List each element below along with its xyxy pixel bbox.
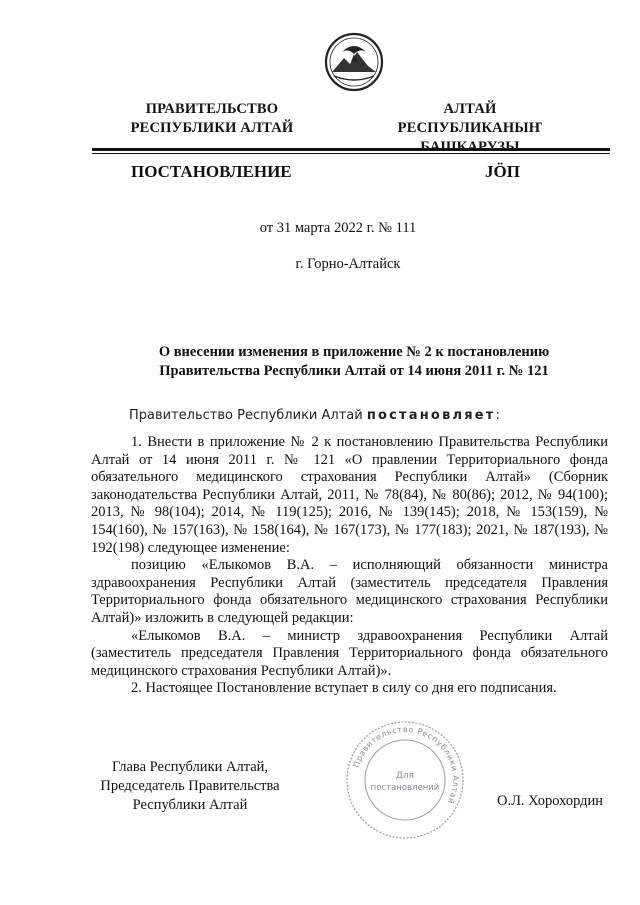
signature-line3: Республики Алтай bbox=[132, 797, 248, 813]
title-line2: Правительства Республики Алтай от 14 июня 2011 г. № 121 bbox=[159, 363, 549, 379]
header-divider bbox=[92, 148, 610, 154]
signatory-name: О.Л. Хорохордин bbox=[497, 793, 604, 809]
preamble-end: : bbox=[495, 408, 500, 423]
stamp-ring-text: Правительство Республики Алтай bbox=[351, 724, 461, 806]
header-left-line1: ПРАВИТЕЛЬСТВО bbox=[145, 101, 279, 117]
signature-line2: Председатель Правительства bbox=[100, 778, 280, 794]
doc-type-russian: ПОСТАНОВЛЕНИЕ bbox=[131, 162, 292, 181]
header-left bbox=[112, 100, 312, 138]
signature-line1: Глава Республики Алтай, bbox=[111, 759, 269, 775]
paragraph-1: 1. Внести в приложение № 2 к постановлению Правительства Республики Алтай от 14 июня 2011 г. № 121 «О правлении Территориального фонда обязательного медицинского страхования Республики Алтай» (Сборник законодательства Республики Алтай, 2011, № 78(84), № 80(86); 2012, № 94(100); 2013, № 98(104); 2014, № 119(125); 2016, № 139(145); 2018, № 153(159), № 154(160), № 157(163), № 158(164), № 167(173), № 177(183); 2021, № 187(193), № 192(198) следующее изменение: bbox=[91, 434, 608, 556]
document-date: от 31 марта 2022 г. № 111 bbox=[259, 220, 417, 236]
document-body bbox=[91, 408, 608, 698]
signature-title bbox=[90, 758, 290, 815]
doc-type-altai: JӦП bbox=[485, 162, 520, 181]
stamp-center-line1: Для bbox=[395, 771, 415, 781]
document-city: г. Горно-Алтайск bbox=[295, 256, 401, 272]
title-line1: О внесении изменения в приложение № 2 к постановлению bbox=[158, 344, 550, 360]
preamble-verb: постановляет bbox=[366, 408, 496, 423]
paragraph-3: «Елыкомов В.А. – министр здравоохранения Республики Алтай (заместитель председателя Правления Территориального фонда обязательного медицинского страхования Республики Алтай)». bbox=[91, 627, 608, 679]
emblem-icon bbox=[324, 32, 384, 92]
preamble bbox=[91, 408, 608, 423]
preamble-text: Правительство Республики Алтай bbox=[129, 408, 367, 423]
paragraph-2: позицию «Елыкомов В.А. – исполняющий обязанности министра здравоохранения Республики Алтай (заместитель председателя Правления Территориального фонда обязательного медицинского страхования Республики Алтай)» изложить в следующей редакции: bbox=[91, 557, 608, 626]
header-left-line2: РЕСПУБЛИКИ АЛТАЙ bbox=[130, 120, 294, 136]
stamp-center-line2: постановлений bbox=[370, 783, 440, 793]
paragraph-4: 2. Настоящее Постановление вступает в силу со дня его подписания. bbox=[131, 680, 557, 697]
document-title bbox=[120, 343, 588, 381]
header-right-line1: АЛТАЙ РЕСПУБЛИКАНЫҤ bbox=[397, 101, 543, 136]
official-stamp bbox=[343, 718, 467, 842]
header-right-line2: БАШКАРУЗЫ bbox=[420, 139, 520, 155]
